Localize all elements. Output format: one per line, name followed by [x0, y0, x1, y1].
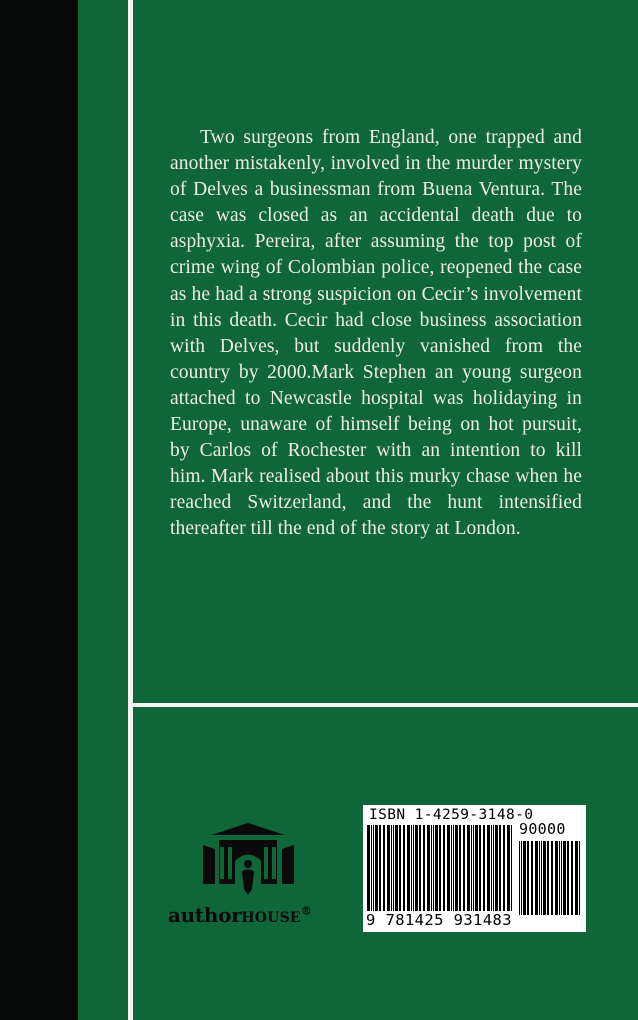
barcode-bar	[575, 841, 578, 915]
barcode-bar	[447, 825, 450, 919]
barcode-bar	[411, 825, 412, 919]
barcode-bar	[473, 825, 474, 919]
barcode-bar	[419, 825, 421, 919]
barcode-bar	[547, 841, 549, 915]
barcode-bar	[493, 825, 494, 919]
isbn-barcode	[363, 805, 586, 932]
back-cover-blurb: Two surgeons from England, one trapped and another mistakenly, involved in the murder mystery of Delves a businessman from Buena Ventura. The case was closed as an accidental death due to asphyxia. Pereira, after assuming the top post of crime wing of Colombian police, reopened the case as he had a strong suspicion on Cecir’s involvement in this death. Cecir had close business association with Delves, but suddenly vanished from the country by 2000.Mark Stephen an young surgeon attached to Newcastle hospital was holidaying in Europe, unaware of himself being on hot pursuit, by Carlos of Rochester with an intention to kill him. Mark realised about this murky chase when he reached Switzerland, and the hunt intensified thereafter till the end of the story at London.	[170, 127, 582, 540]
barcode-bar	[375, 825, 378, 919]
barcode-bar	[487, 825, 490, 919]
barcode-bar	[519, 841, 520, 915]
barcode-bar	[523, 841, 526, 915]
barcode-bar	[387, 825, 390, 919]
barcode-bar	[507, 825, 510, 919]
barcode-bar	[543, 841, 546, 915]
barcode-bar	[407, 825, 410, 919]
barcode-bar	[475, 825, 478, 919]
barcode-bar	[413, 825, 414, 919]
barcode-bar	[541, 841, 542, 915]
barcode-bar	[463, 825, 465, 919]
addon-bars	[519, 841, 581, 915]
barcode-bar	[563, 841, 566, 915]
barcode-bar	[521, 841, 522, 915]
publisher-logo	[168, 815, 338, 935]
barcode-bar	[483, 825, 485, 919]
barcode-bar	[431, 825, 432, 919]
barcode-bar	[379, 825, 381, 919]
barcode-bar	[535, 841, 538, 915]
barcode-bar	[395, 825, 398, 919]
house-book-icon	[201, 821, 296, 901]
barcode-bar	[491, 825, 492, 919]
barcode-bar	[451, 825, 452, 919]
price-code: 90000	[519, 820, 566, 838]
barcode-bar	[453, 825, 454, 919]
barcode-bar	[539, 841, 540, 915]
barcode-bar	[571, 841, 573, 915]
barcode-bar	[511, 825, 512, 919]
barcode-bar	[527, 841, 529, 915]
barcode-bar	[367, 825, 370, 919]
barcode-bar	[499, 825, 501, 919]
barcode-bar	[391, 825, 392, 919]
horizontal-rule	[133, 703, 638, 707]
barcode-bar	[579, 841, 580, 915]
barcode-bar	[403, 825, 405, 919]
barcode-bar	[467, 825, 470, 919]
barcode-bar	[439, 825, 441, 919]
book-spine	[0, 0, 78, 1020]
barcode-bar	[503, 825, 505, 919]
isbn-label: ISBN 1-4259-3148-0	[369, 807, 534, 823]
barcode-bar	[459, 825, 461, 919]
barcode-bar	[495, 825, 498, 919]
barcode-bar	[561, 841, 562, 915]
barcode-bar	[479, 825, 481, 919]
barcode-bar	[399, 825, 401, 919]
barcode-bar	[531, 841, 533, 915]
vertical-rule	[128, 0, 133, 1020]
barcode-bar	[555, 841, 558, 915]
barcode-bar	[559, 841, 560, 915]
barcode-bar	[371, 825, 372, 919]
barcode-bar	[423, 825, 425, 919]
barcode-bar	[567, 841, 569, 915]
barcode-bar	[393, 825, 394, 919]
barcode-bar	[435, 825, 438, 919]
barcode-bar	[433, 825, 434, 919]
ean-bars	[367, 825, 513, 919]
barcode-bar	[383, 825, 385, 919]
publisher-name: authorHOUSE®	[168, 903, 312, 927]
barcode-bar	[551, 841, 553, 915]
barcode-bar	[415, 825, 418, 919]
barcode-bar	[443, 825, 445, 919]
barcode-bar	[373, 825, 374, 919]
barcode-bar	[427, 825, 430, 919]
barcode-bar	[471, 825, 472, 919]
ean-digits: 9 781425 931483	[366, 911, 512, 929]
barcode-bar	[455, 825, 458, 919]
